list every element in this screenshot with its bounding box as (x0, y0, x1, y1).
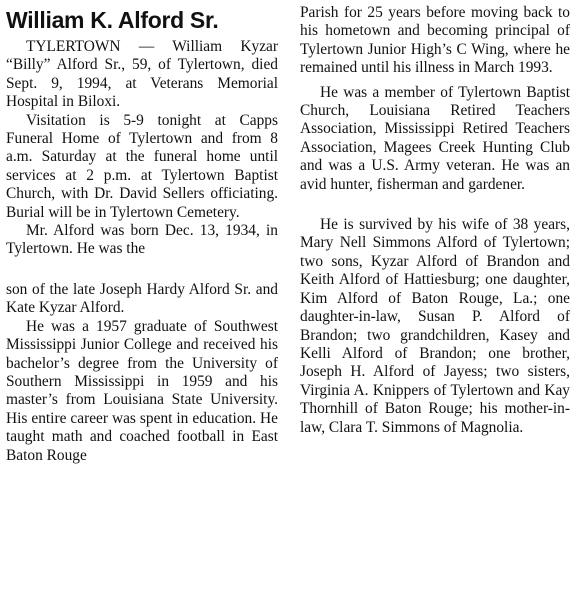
paragraph-memberships: He was a member of Tylertown Baptist Church, Louisiana Retired Teachers Association, Mississippi Retired Teachers Association, Magees Creek Hunting Club and was a U.S. Army veteran. He was an avid hunter, fisherman and gardener. (300, 83, 570, 193)
right-column (300, 4, 570, 437)
paragraph-parents: son of the late Joseph Hardy Alford Sr. and Kate Kyzar Alford. (6, 280, 278, 317)
paragraph-career: Parish for 25 years before moving back to his hometown and becoming principal of Tylertown Junior High’s C Wing, where he remained until his illness in March 1993. (300, 4, 570, 77)
obituary-headline: William K. Alford Sr. (6, 7, 219, 33)
left-column (6, 38, 278, 465)
clipping-top-edge (300, 0, 570, 4)
paragraph-survivors: He is survived by his wife of 38 years, Mary Nell Simmons Alford of Tylertown; two sons, Kyzar Alford of Brandon and Keith Alford of Hattiesburg; one daughter, Kim Alford of Baton Rouge, La.; one daughter-in-law, Susan P. Alford of Brandon; two grandchildren, Kasey and Kelli Alford of Brandon; one brother, Joseph H. Alford of Jayess; two sisters, Virginia A. Knippers of Tylertown and Kay Thornhill of Baton Rouge; his mother-in-law, Clara T. Simmons of Magnolia. (300, 216, 570, 436)
paragraph-education: He was a 1957 graduate of Southwest Mississippi Junior College and received his bachelor’s degree from the University of Southern Mississippi in 1959 and his master’s from Louisiana State University. His entire career was spent in education. He taught math and coached football in East Baton Rouge (6, 317, 278, 464)
paragraph-birth: Mr. Alford was born Dec. 13, 1934, in Tylertown. He was the (6, 222, 278, 258)
paragraph-dateline: TYLERTOWN — William Kyzar “Billy” Alford Sr., 59, of Tylertown, died Sept. 9, 1994, at Veterans Memorial Hospital in Biloxi. (6, 38, 278, 111)
paragraph-visitation: Visitation is 5-9 tonight at Capps Funeral Home of Tylertown and from 8 a.m. Saturday at the funeral home until services at 2 p.m. at Tylertown Baptist Church, with Dr. David Sellers officiating. Burial will be in Tylertown Cemetery. (6, 111, 278, 221)
